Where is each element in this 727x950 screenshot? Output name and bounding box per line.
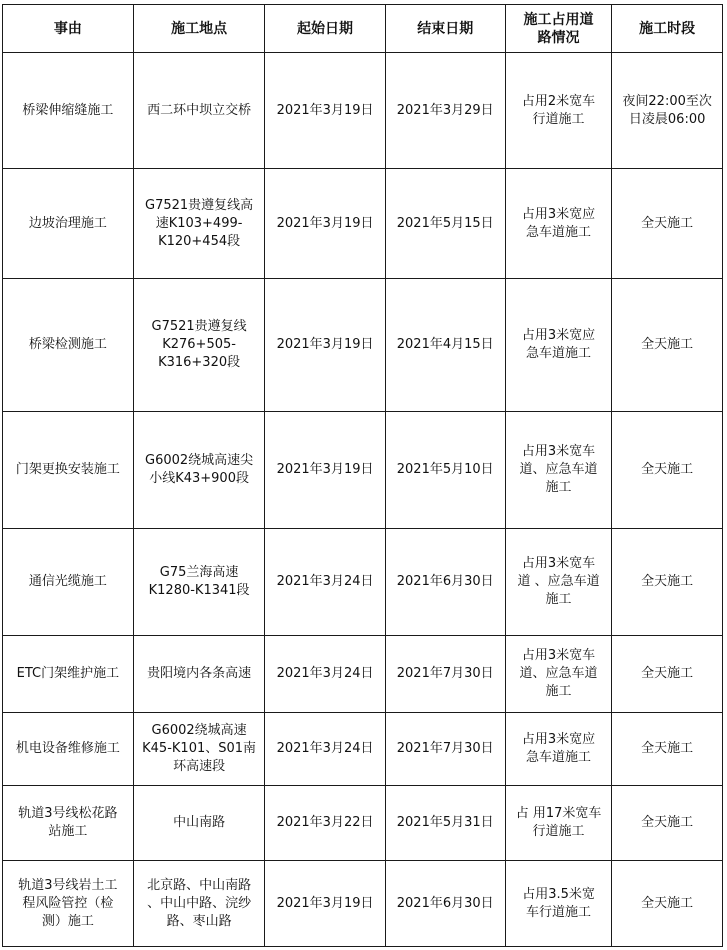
table-row — [3, 412, 723, 529]
table-row — [3, 786, 723, 861]
cell-end-date: 2021年4月15日 — [385, 279, 505, 412]
cell-start-date: 2021年3月24日 — [265, 713, 385, 786]
cell-start-date: 2021年3月19日 — [265, 279, 385, 412]
cell-end-date: 2021年5月15日 — [385, 169, 505, 279]
cell-start-date: 2021年3月19日 — [265, 53, 385, 169]
cell-location: G75兰海高速 K1280-K1341段 — [133, 529, 265, 636]
cell-end-date: 2021年6月30日 — [385, 529, 505, 636]
cell-time-period: 全天施工 — [612, 529, 723, 636]
cell-location: 贵阳境内各条高速 — [133, 636, 265, 713]
cell-road-occupancy: 占用3.5米宽 车行道施工 — [505, 861, 611, 947]
cell-time-period: 全天施工 — [612, 713, 723, 786]
table-row — [3, 529, 723, 636]
cell-location: G7521贵遵复线 K276+505- K316+320段 — [133, 279, 265, 412]
table-row — [3, 169, 723, 279]
cell-reason: 轨道3号线松花路 站施工 — [3, 786, 134, 861]
cell-road-occupancy: 占用3米宽应 急车道施工 — [505, 279, 611, 412]
cell-time-period: 全天施工 — [612, 636, 723, 713]
cell-location: 西二环中坝立交桥 — [133, 53, 265, 169]
cell-time-period: 夜间22:00至次 日凌晨06:00 — [612, 53, 723, 169]
cell-road-occupancy: 占用3米宽应 急车道施工 — [505, 713, 611, 786]
cell-location: G6002绕城高速 K45-K101、S01南 环高速段 — [133, 713, 265, 786]
cell-end-date: 2021年5月10日 — [385, 412, 505, 529]
table-row — [3, 861, 723, 947]
cell-start-date: 2021年3月24日 — [265, 529, 385, 636]
cell-reason: 轨道3号线岩土工 程风险管控（检 测）施工 — [3, 861, 134, 947]
cell-start-date: 2021年3月19日 — [265, 861, 385, 947]
cell-end-date: 2021年6月30日 — [385, 861, 505, 947]
cell-location: 中山南路 — [133, 786, 265, 861]
cell-road-occupancy: 占用3米宽车 道 、应急车道 施工 — [505, 529, 611, 636]
cell-end-date: 2021年5月31日 — [385, 786, 505, 861]
cell-reason: 桥梁检测施工 — [3, 279, 134, 412]
header-time-period: 施工时段 — [612, 5, 723, 53]
cell-reason: 桥梁伸缩缝施工 — [3, 53, 134, 169]
cell-time-period: 全天施工 — [612, 861, 723, 947]
cell-time-period: 全天施工 — [612, 279, 723, 412]
cell-location: G7521贵遵复线高 速K103+499- K120+454段 — [133, 169, 265, 279]
cell-time-period: 全天施工 — [612, 169, 723, 279]
cell-road-occupancy: 占用3米宽应 急车道施工 — [505, 169, 611, 279]
table-row — [3, 279, 723, 412]
cell-reason: 机电设备维修施工 — [3, 713, 134, 786]
cell-location: G6002绕城高速尖 小线K43+900段 — [133, 412, 265, 529]
table-row — [3, 636, 723, 713]
cell-end-date: 2021年7月30日 — [385, 636, 505, 713]
construction-table-wrapper — [2, 4, 723, 947]
cell-reason: ETC门架维护施工 — [3, 636, 134, 713]
cell-start-date: 2021年3月22日 — [265, 786, 385, 861]
cell-start-date: 2021年3月19日 — [265, 412, 385, 529]
header-end-date: 结束日期 — [385, 5, 505, 53]
table-row — [3, 713, 723, 786]
cell-road-occupancy: 占 用17米宽车 行道施工 — [505, 786, 611, 861]
cell-location: 北京路、中山南路 、中山中路、浣纱 路、枣山路 — [133, 861, 265, 947]
construction-table — [2, 4, 723, 947]
cell-time-period: 全天施工 — [612, 786, 723, 861]
cell-start-date: 2021年3月19日 — [265, 169, 385, 279]
cell-reason: 边坡治理施工 — [3, 169, 134, 279]
cell-end-date: 2021年3月29日 — [385, 53, 505, 169]
cell-road-occupancy: 占用3米宽车 道、应急车道 施工 — [505, 412, 611, 529]
table-row — [3, 53, 723, 169]
cell-reason: 门架更换安装施工 — [3, 412, 134, 529]
header-start-date: 起始日期 — [265, 5, 385, 53]
cell-time-period: 全天施工 — [612, 412, 723, 529]
cell-end-date: 2021年7月30日 — [385, 713, 505, 786]
header-road-occupancy: 施工占用道 路情况 — [505, 5, 611, 53]
header-location: 施工地点 — [133, 5, 265, 53]
cell-start-date: 2021年3月24日 — [265, 636, 385, 713]
header-reason: 事由 — [3, 5, 134, 53]
cell-road-occupancy: 占用3米宽车 道、应急车道 施工 — [505, 636, 611, 713]
cell-reason: 通信光缆施工 — [3, 529, 134, 636]
header-row — [3, 5, 723, 53]
cell-road-occupancy: 占用2米宽车 行道施工 — [505, 53, 611, 169]
